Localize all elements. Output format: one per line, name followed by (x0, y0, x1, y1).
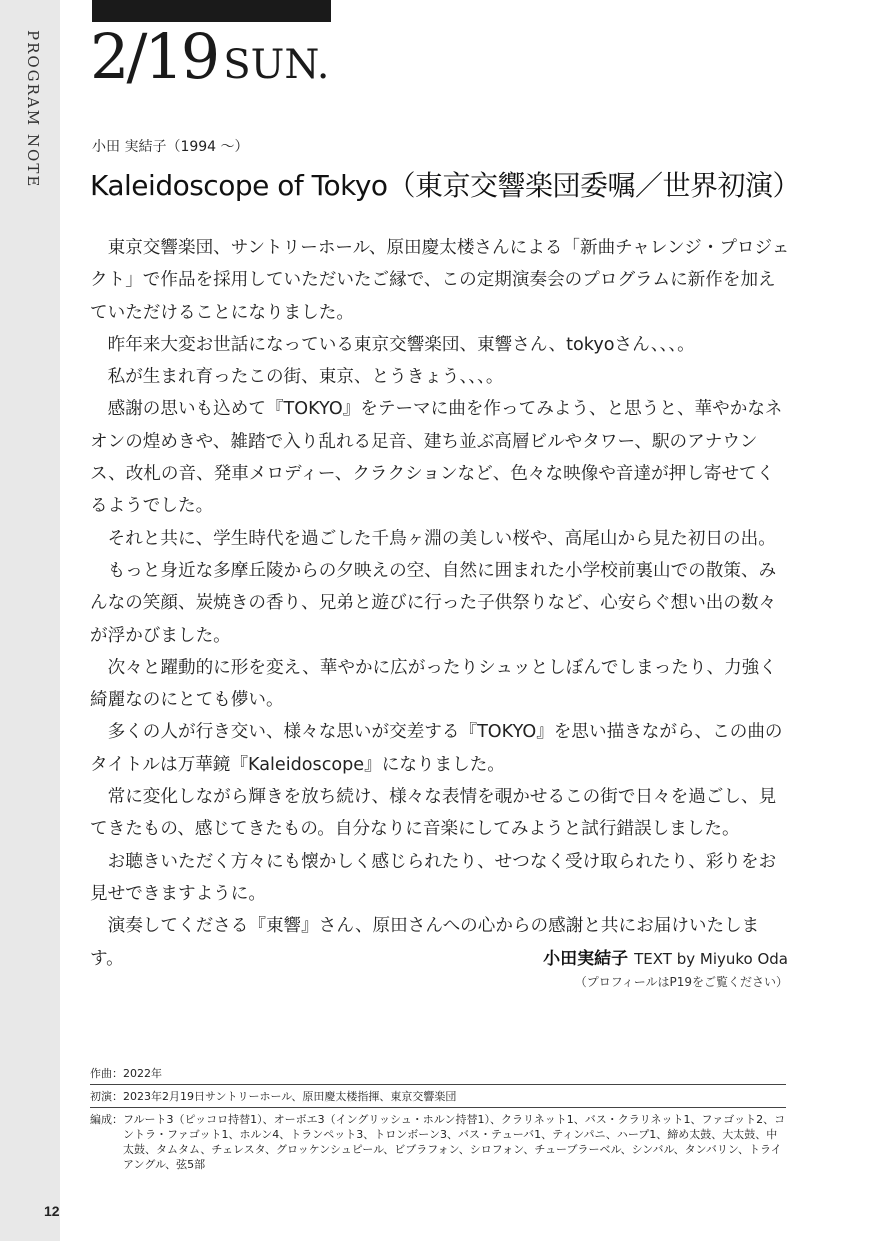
signature-block (543, 944, 788, 990)
premiere-info: 初演：2023年2月19日サントリーホール、原田慶太楼指揮、東京交響楽団 (90, 1085, 786, 1108)
composition-year: 作曲：2022年 (90, 1062, 786, 1085)
piece-title: Kaleidoscope of Tokyo（東京交響楽団委嘱／世界初演） (90, 169, 801, 202)
work-details (90, 1062, 786, 1175)
paragraph: 多くの人が行き交い、様々な思いが交差する『TOKYO』を思い描きながら、この曲のタイトルは万華鏡『Kaleidoscope』になりました。 (90, 722, 783, 775)
weekday: SUN. (223, 42, 330, 88)
page-number: 12 (44, 1203, 60, 1219)
date-value: 2/19 (90, 20, 218, 93)
composer-name: 小田 実結子（1994 ～） (92, 139, 249, 155)
section-label: PROGRAM NOTE (24, 30, 42, 189)
instrumentation-label: 編成： (90, 1113, 123, 1126)
author-name: 小田実結子 (543, 949, 629, 969)
paragraph: 昨年来大変お世話になっている東京交響楽団、東響さん、tokyoさん、、、。 (107, 334, 695, 355)
concert-date (90, 20, 330, 93)
header-bar (92, 0, 331, 22)
paragraph: 東京交響楽団、サントリーホール、原田慶太楼さんによる「新曲チャレンジ・プロジェクト」で作品を採用していただいたご縁で、この定期演奏会のプログラムに新作を加えていただけることになりました。 (90, 238, 790, 323)
paragraph: お聴きいただく方々にも懐かしく感じられたり、せつなく受け取られたり、彩りをお見せできますように。 (90, 851, 777, 904)
instrumentation-row (90, 1108, 786, 1175)
sidebar-strip (0, 0, 60, 1241)
profile-reference: （プロフィールはP19をご覧ください） (574, 975, 788, 989)
paragraph: それと共に、学生時代を過ごした千鳥ヶ淵の美しい桜や、高尾山から見た初日の出。 (107, 528, 776, 549)
paragraph: 私が生まれ育ったこの街、東京、とうきょう、、、。 (107, 367, 504, 388)
instrumentation-list: フルート3（ピッコロ持替1）、オーボエ3（イングリッシュ・ホルン持替1）、クラリネット1、バス・クラリネット1、ファゴット2、コントラ・ファゴット1、ホルン4、トランペット3、トロンボーン3、バス・テューバ1、ティンパニ、ハープ1、締め太鼓、大太鼓、中太鼓、タムタム、チェレスタ、グロッケンシュピール、ビブラフォン、シロフォン、チューブラーベル、シンバル、タンバリン、トライアングル、弦5部 (123, 1113, 786, 1171)
paragraph: 常に変化しながら輝きを放ち続け、様々な表情を覗かせるこの街で日々を過ごし、見てきたもの、感じてきたもの。自分なりに音楽にしてみようと試行錯誤しました。 (90, 787, 777, 840)
paragraph: 演奏してくださる『東響』さん、原田さんへの心からの感謝と共にお届けいたします。 (90, 916, 760, 969)
paragraph: もっと身近な多摩丘陵からの夕映えの空、自然に囲まれた小学校前裏山での散策、みんなの笑顔、炭焼きの香り、兄弟と遊びに行った子供祭りなど、心安らぐ想い出の数々が浮かびました。 (90, 560, 777, 646)
author-credit: TEXT by Miyuko Oda (634, 950, 788, 968)
paragraph: 感謝の思いも込めて『TOKYO』をテーマに曲を作ってみよう、と思うと、華やかなネオンの煌めきや、雑踏で入り乱れる足音、建ち並ぶ高層ビルやタワー、駅のアナウンス、改札の音、発車メロディー、クラクションなど、色々な映像や音達が押し寄せてくるようでした。 (90, 399, 783, 517)
paragraph: 次々と躍動的に形を変え、華やかに広がったりシュッとしぼんでしまったり、力強く綺麗なのにとても儚い。 (90, 657, 777, 711)
program-note-body (90, 232, 790, 975)
